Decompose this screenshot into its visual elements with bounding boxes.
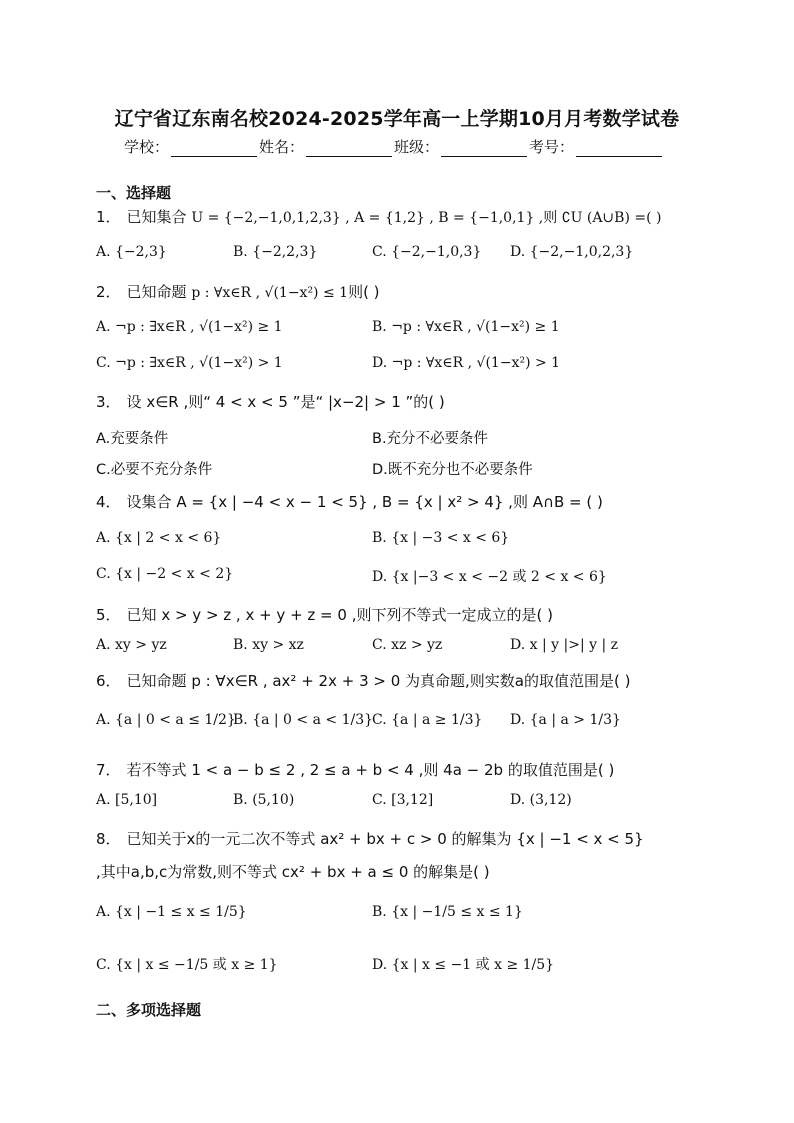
student-info-row	[124, 136, 664, 157]
option-c: C. xz > yz	[372, 637, 443, 653]
question-text: 已知命题 p : ∀x∈R , ax² + 2x + 3 > 0 为真命题,则实数a的取值范围是( )	[126, 672, 631, 690]
option-c: C.必要不充分条件	[96, 462, 213, 478]
question-number: 2．	[96, 283, 121, 301]
question-text: 则( )	[348, 283, 380, 301]
question-text: 若不等式 1 < a − b ≤ 2 , 2 ≤ a + b < 4 ,则 4a − 2b 的取值范围是( )	[126, 761, 615, 779]
question-number: 3．	[96, 393, 121, 411]
question-math: p : ∀x∈R , √(1−x²) ≤ 1	[191, 285, 349, 301]
class-label: 班级：	[394, 138, 440, 156]
question-number: 5．	[96, 606, 121, 624]
option-b: B. (5,10)	[233, 792, 295, 808]
page-title: 辽宁省辽东南名校2024-2025学年高一上学期10月月考数学试卷	[114, 108, 680, 130]
option-d: D. x | y |>| y | z	[510, 637, 619, 653]
question-7	[96, 759, 614, 780]
option-b: B. {x | −3 < x < 6}	[372, 530, 510, 546]
class-blank[interactable]	[441, 142, 527, 157]
name-blank[interactable]	[306, 142, 392, 157]
number-blank[interactable]	[576, 142, 662, 157]
question-8	[96, 828, 644, 849]
number-label: 考号：	[529, 138, 575, 156]
question-text: 已知 x > y > z , x + y + z = 0 ,则下列不等式一定成立的是( )	[126, 606, 553, 624]
question-5	[96, 604, 553, 625]
option-c: C. {a | a ≥ 1/3}	[372, 712, 483, 728]
option-a: A. [5,10]	[96, 792, 158, 808]
question-2	[96, 281, 380, 302]
question-text: 已知命题	[126, 283, 187, 301]
question-text: 已知关于x的一元二次不等式 ax² + bx + c > 0 的解集为 {x | −1 < x < 5}	[126, 830, 644, 848]
school-label: 学校：	[124, 138, 170, 156]
option-a: A.充要条件	[96, 431, 169, 447]
option-a: A. xy > yz	[96, 637, 167, 653]
question-math: U = {−2,−1,0,1,2,3} , A = {1,2} , B = {−1,0,1} ,则 ∁U (A∪B) =( )	[191, 210, 662, 226]
option-d: D. (3,12)	[510, 792, 572, 808]
option-b: B. {x | −1/5 ≤ x ≤ 1}	[372, 904, 523, 920]
question-4	[96, 491, 603, 512]
option-b: B. ¬p : ∀x∈R , √(1−x²) ≥ 1	[372, 319, 560, 335]
section-heading-single-choice: 一、选择题	[96, 184, 172, 202]
option-c: C. {−2,−1,0,3}	[372, 244, 482, 260]
question-number: 4．	[96, 493, 121, 511]
question-number: 1．	[96, 208, 121, 226]
option-d: D. {−2,−1,0,2,3}	[510, 244, 634, 260]
question-number: 6．	[96, 672, 121, 690]
option-b: B.充分不必要条件	[372, 431, 489, 447]
school-blank[interactable]	[171, 142, 257, 157]
option-d: D. {a | a > 1/3}	[510, 712, 621, 728]
option-c: C. [3,12]	[372, 792, 434, 808]
question-3	[96, 391, 445, 412]
option-b: B. {a | 0 < a < 1/3}	[233, 712, 374, 728]
option-d: D. {x |−3 < x < −2 或 2 < x < 6}	[372, 569, 607, 585]
question-text: 设 x∈R ,则“ 4 < x < 5 ”是“ |x−2| > 1 ”的( )	[126, 393, 445, 411]
option-d: D. {x | x ≤ −1 或 x ≥ 1/5}	[372, 957, 555, 973]
option-a: A. {−2,3}	[96, 244, 167, 260]
question-number: 7．	[96, 761, 121, 779]
option-a: A. ¬p : ∃x∈R , √(1−x²) ≥ 1	[96, 319, 283, 335]
question-8-continued: ,其中a,b,c为常数,则不等式 cx² + bx + a ≤ 0 的解集是( )	[96, 863, 490, 881]
option-a: A. {x | −1 ≤ x ≤ 1/5}	[96, 904, 247, 920]
question-number: 8．	[96, 830, 121, 848]
question-6	[96, 670, 630, 691]
question-text: 设集合 A = {x | −4 < x − 1 < 5} , B = {x | x² > 4} ,则 A∩B = ( )	[126, 493, 603, 511]
option-b: B. {−2,2,3}	[233, 244, 318, 260]
option-c: C. ¬p : ∃x∈R , √(1−x²) > 1	[96, 355, 283, 371]
option-c: C. {x | x ≤ −1/5 或 x ≥ 1}	[96, 957, 278, 973]
option-a: A. {a | 0 < a ≤ 1/2}	[96, 712, 236, 728]
question-text: 已知集合	[126, 208, 187, 226]
option-d: D.既不充分也不必要条件	[372, 462, 533, 478]
option-b: B. xy > xz	[233, 637, 304, 653]
option-c: C. {x | −2 < x < 2}	[96, 566, 234, 582]
section-heading-multiple-choice: 二、多项选择题	[96, 1001, 202, 1019]
option-d: D. ¬p : ∀x∈R , √(1−x²) > 1	[372, 355, 561, 371]
option-a: A. {x | 2 < x < 6}	[96, 530, 222, 546]
name-label: 姓名：	[259, 138, 305, 156]
question-1	[96, 206, 661, 227]
